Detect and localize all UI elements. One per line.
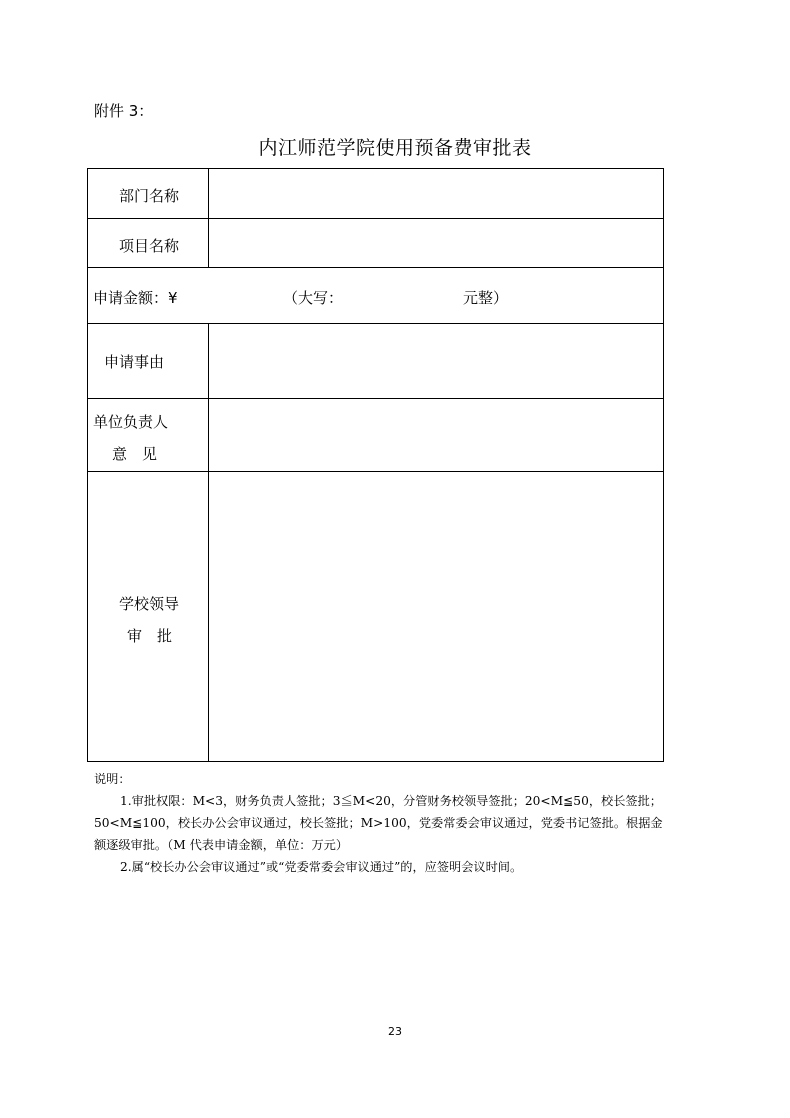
notes-item-1: 1.审批权限：M<3，财务负责人签批；3≦M<20，分管财务校领导签批；20<M≦50，校长签批；50<M≦100，校长办公会审议通过，校长签批；M>100，党委常委会审议通过，党委书记签批。根据金额逐级审批。（M 代表申请金额，单位：万元）	[94, 794, 663, 852]
project-label: 项目名称	[119, 237, 180, 255]
unit-head-label-line2: 意 见	[112, 445, 158, 463]
row-divider	[88, 218, 663, 219]
approval-form-table	[87, 168, 664, 762]
amount-daxie-field[interactable]	[358, 269, 458, 321]
row-divider	[88, 323, 663, 324]
column-divider	[208, 169, 209, 267]
row-divider	[88, 267, 663, 268]
department-field[interactable]	[210, 171, 662, 217]
reason-label: 申请事由	[104, 353, 165, 371]
amount-number-field[interactable]	[188, 269, 278, 321]
amount-daxie-close: 元整）	[463, 289, 509, 307]
notes-item-2: 2.属“校长办公会审议通过”或“党委常委会审议通过”的，应签明会议时间。	[120, 860, 523, 874]
leader-label-line1: 学校领导	[119, 595, 180, 613]
reason-field[interactable]	[210, 325, 662, 397]
amount-label: 申请金额：¥	[93, 289, 178, 307]
notes-heading: 说明：	[94, 772, 131, 786]
page-number: 23	[388, 1025, 402, 1038]
project-field[interactable]	[210, 220, 662, 266]
form-title: 内江师范学院使用预备费审批表	[258, 137, 532, 159]
unit-head-label-line1: 单位负责人	[93, 413, 169, 431]
attachment-label: 附件 3：	[94, 102, 154, 120]
leader-label-line2: 审 批	[127, 627, 173, 645]
amount-daxie-open: （大写：	[283, 289, 344, 307]
row-divider	[88, 398, 663, 399]
notes-section	[94, 768, 664, 878]
unit-head-opinion-field[interactable]	[210, 400, 662, 470]
column-divider	[208, 323, 209, 761]
leader-approval-field[interactable]	[210, 473, 662, 760]
department-label: 部门名称	[119, 187, 180, 205]
row-divider	[88, 471, 663, 472]
